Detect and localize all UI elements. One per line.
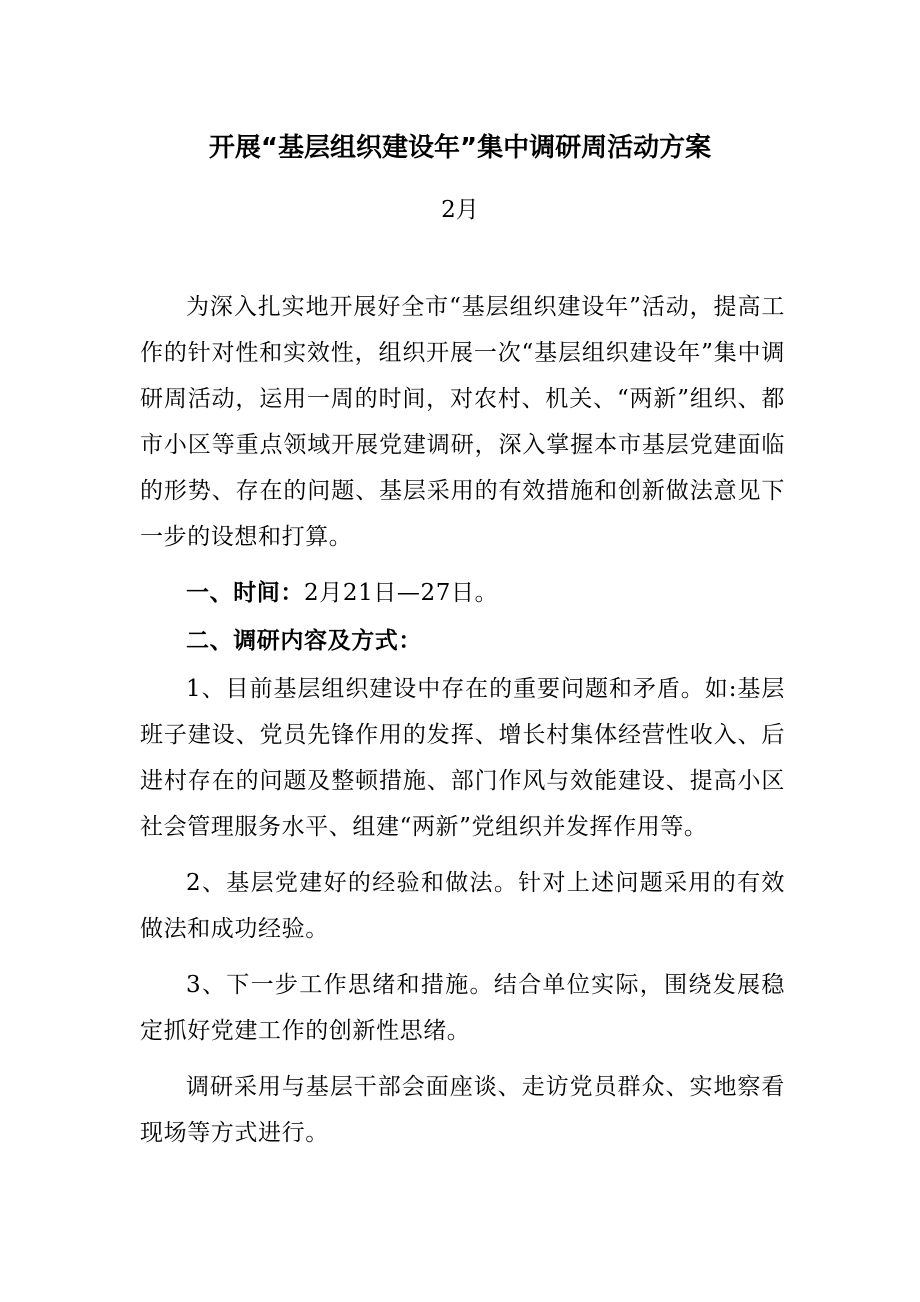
section-content-label: 二、调研内容及方式： xyxy=(186,628,422,654)
document-title: 开展“基层组织建设年”集中调研周活动方案 xyxy=(208,133,712,163)
section-time-label: 一、时间： xyxy=(186,580,304,606)
section-time xyxy=(140,570,785,616)
document-date: 2月 xyxy=(441,197,479,223)
document-body xyxy=(140,284,785,1166)
intro-paragraph: 为深入扎实地开展好全市“基层组织建设年”活动，提高工作的针对性和实效性，组织开展一次“基层组织建设年”集中调研周活动，运用一周的时间，对农村、机关、“两新”组织、都市小区等重点领域开展党建调研，深入掌握本市基层党建面临的形势、存在的问题、基层采用的有效措施和创新做法意见下一步的设想和打算。 xyxy=(140,294,785,550)
content-item-3: 3、下一步工作思绪和措施。结合单位实际，围绕发展稳定抓好党建工作的创新性思绪。 xyxy=(140,972,785,1044)
content-item-2: 2、基层党建好的经验和做法。针对上述问题采用的有效做法和成功经验。 xyxy=(140,870,785,942)
section-content xyxy=(140,618,785,664)
section-time-value: 2月21日—27日。 xyxy=(304,580,499,606)
method-paragraph: 调研采用与基层干部会面座谈、走访党员群众、实地察看现场等方式进行。 xyxy=(140,1074,785,1146)
content-item-1: 1、目前基层组织建设中存在的重要问题和矛盾。如:基层班子建设、党员先锋作用的发挥、增长村集体经营性收入、后进村存在的问题及整顿措施、部门作风与效能建设、提高小区社会管理服务水平、组建“两新”党组织并发挥作用等。 xyxy=(140,676,785,840)
